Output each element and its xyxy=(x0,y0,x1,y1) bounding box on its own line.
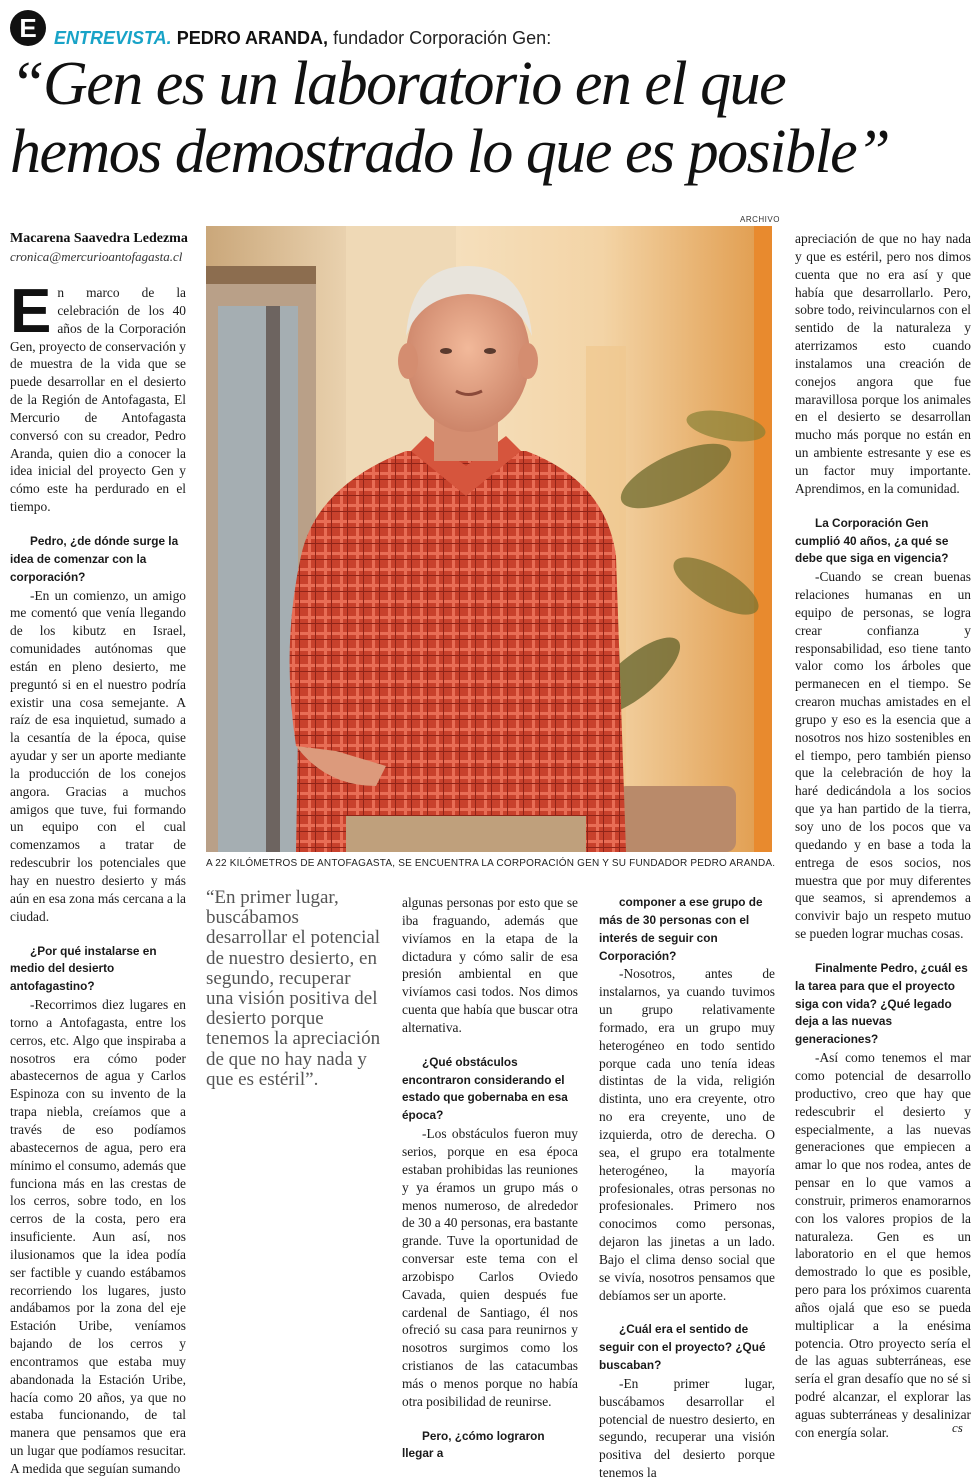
photo-caption: A 22 KILÓMETROS DE ANTOFAGASTA, SE ENCUENTRA LA CORPORACIÓN GEN Y SU FUNDADOR PEDRO ARANDA. xyxy=(206,858,776,869)
question-1: Pedro, ¿de dónde surge la idea de comenzar con la corporación? xyxy=(10,533,179,584)
question-6: La Corporación Gen cumplió 40 años, ¿a qué se debe que siga en vigencia? xyxy=(795,515,949,566)
intro-text: n marco de la celebración de los 40 años de la Corporación Gen, proyecto de conservación y de muestra de la vida que se puede desarrollar en el desierto de la Región de Antofagasta, El Mercurio de Antofagasta conversó con su creador, Pedro Aranda, quien dio a conocer la idea inicial del proyecto Gen y cómo este ha perdurado en el tiempo. xyxy=(10,285,186,515)
headline xyxy=(10,50,972,186)
question-2: ¿Por qué instalarse en medio del desierto antofagastino? xyxy=(10,943,157,994)
headline-line-1: “Gen es un laboratorio en el que xyxy=(10,50,786,118)
byline-author: Macarena Saavedra Ledezma xyxy=(10,231,188,246)
column-4 xyxy=(599,894,775,1482)
answer-1: -En un comienzo, un amigo me comentó que venía llegando de los kibutz en Israel, comunidades autónomas que están en pleno desierto, me preguntó si en el nuestro podría existir una cosa semejante. A raíz de esa inquietud, sumado a la cesantía de la época, quise ayudar y ser un aporte mediante la producción de los conejos angora. Gracias a muchos amigos que tuve, fui formando un equipo con el cual comenzamos a tratar de redescubrir los potenciales que hay en nuestro desierto y más aún en esa zona más cercana a la ciudad. xyxy=(10,587,186,924)
photo-credit: ARCHIVO xyxy=(740,215,780,224)
answer-2-continued: algunas personas por esto que se iba fraguando, además que vivíamos en la etapa de la dictadura y cómo salir de esa presión ambiental en que vivíamos casi todos. Nos dimos cuenta que había que buscar otra alternativa. xyxy=(402,895,578,1035)
kicker xyxy=(54,28,551,49)
question-3: ¿Qué obstáculos encontraron considerando el estado que gobernaba en esa época? xyxy=(402,1054,568,1123)
portrait-photo-illustration xyxy=(206,226,772,852)
interviewee-name: PEDRO ARANDA, xyxy=(176,28,329,48)
interviewee-role: fundador Corporación Gen: xyxy=(333,28,552,48)
headline-line-2: hemos demostrado lo que es posible” xyxy=(10,118,890,187)
question-5: ¿Cuál era el sentido de seguir con el proyecto? ¿Qué buscaban? xyxy=(599,1322,766,1373)
answer-2: -Recorrimos diez lugares en torno a Antofagasta, entre los cerros, etc. Algo que inspiraba a nosotros era cómo poder abastecernos de agua y Carlos Espinoza con su invento de la trapa niebla, creíamos que a través de eso podíamos abastecernos de agua, pero era mínimo el consumo, además que funciona más en las crestas de los cerros, sobre todo, en los cerros de la costa, pero era insuficiente. Aun así, nos ilusionamos que la idea podía ser factible y cuando estábamos recorriendo los lugares, justo andábamos por la zona del eje Estación Uribe, veníamos bajando de los cerros y encontramos que estaba muy abandonada la Estación Uribe, hacía como 20 años, ya que no estaba funcionando, de tal manera que pensamos que era un lugar que podíamos resucitar. A medida que seguían sumando xyxy=(10,997,186,1476)
answer-4: -Nosotros, antes de instalarnos, ya cuando tuvimos un grupo relativamente formado, era un grupo muy heterogéneo en todo sentido porque cada uno tenía ideas distintas de la vida, religión distinta, uno era creyente, otro no era creyente, uno de izquierda, otro de derecha. O sea, el grupo era totalmente heterogéneo, la mayoría profesionales, otras personas no profesionales. Primero nos conocimos como personas, dejaron las jinetas a un lado. Bajo el clima denso social que se vivía, nosotros pensamos que debíamos ser un aporte. xyxy=(599,966,775,1303)
section-badge: E xyxy=(10,10,46,46)
question-4-start: Pero, ¿cómo lograron llegar a xyxy=(402,1428,545,1461)
column-1 xyxy=(10,277,186,1478)
end-mark: cs xyxy=(952,1420,963,1435)
pull-quote: “En primer lugar, buscábamos desarrollar el potencial de nuestro desierto, en segundo, recuperar una visión positiva del desierto porque tenemos la apreciación de que no hay nada y que es estéril”. xyxy=(206,887,381,1090)
intro-paragraph xyxy=(10,277,186,516)
drop-cap: E xyxy=(10,277,52,346)
answer-6: -Cuando se crean buenas relaciones humanas en un equipo de personas, se logra crear confianza y responsabilidad, eso tiene tanto valor como los árboles que permanecen en el tiempo. Se crearon muchas amistades en el grupo y eso es la esencia que a nosotros nos hizo sostenibles en el tiempo, pero también pienso que la celebración de hoy la haré dedicándola a los socios que ya han partido de la tierra, soy uno de los pocos que va quedando y en base a toda la entrega de esos socios, nos muestra que por muy diferentes que seamos, si aprendemos a convivir bajo un respeto mutuo se pueden lograr muchas cosas. xyxy=(795,569,971,942)
answer-5-continued: apreciación de que no hay nada y que es estéril, pero nos dimos cuenta que no era así y que había que desarrollarlo. Pero, sobre todo, reivincularnos con el sentido de la naturaleza y aterrizamos esto cuando instalamos una creación de conejos angora que fue maravillosa porque los animales en el desierto se desarrollan mucho más porque no están en un ambiente estresante y ese es un factor muy importante. Aprendimos, en la comunidad. xyxy=(795,231,971,496)
question-4-continued: componer a ese grupo de más de 30 personas con el interés de seguir con Corporación? xyxy=(599,895,763,963)
question-7: Finalmente Pedro, ¿cuál es la tarea para que el proyecto siga con vida? ¿Qué legado deja a las nuevas generaciones? xyxy=(795,960,968,1047)
column-3 xyxy=(402,894,578,1463)
section-label: ENTREVISTA. xyxy=(54,28,172,48)
answer-5: -En primer lugar, buscábamos desarrollar el potencial de nuestro desierto, en segundo, recuperar una visión positiva del desierto porque tenemos la xyxy=(599,1375,775,1481)
answer-3: -Los obstáculos fueron muy serios, porque en esa época estaban prohibidas las reuniones y ya éramos un grupo más o menos numeroso, de alrededor de 30 a 40 personas, era bastante grande. Tuve la oportunidad de conversar este tema con el arzobispo Carlos Oviedo Cavada, quien después fue cardenal de Santiago, él nos ofreció su casa para reunirnos y nosotros surgimos como los cristianos de las catacumbas más o menos porque no había otra posibilidad de reunirse. xyxy=(402,1126,578,1409)
answer-7: -Así como tenemos el mar como potencial de desarrollo productivo, creo que hay que redescubrir el desierto y especialmente, a las nuevas generaciones que empiecen a amar lo que nos rodea, antes de pensar en lo que vamos a construir, primeros enamorarnos con los valores propios de la naturaleza. Gen es un laboratorio en el que hemos demostrado lo que es posible, pero para los próximos cuarenta años ojalá que eso se pueda multiplicar a la enésima potencia. Otro proyecto sería el de las aguas subterráneas, ese sería el gran desafío que no sé si podré alcanzar, el explorar las aguas subterráneas y desalinizar con energía solar. xyxy=(795,1050,971,1440)
byline-email[interactable]: cronica@mercurioantofagasta.cl xyxy=(10,249,183,264)
article-photo xyxy=(206,226,772,852)
column-5 xyxy=(795,230,971,1442)
